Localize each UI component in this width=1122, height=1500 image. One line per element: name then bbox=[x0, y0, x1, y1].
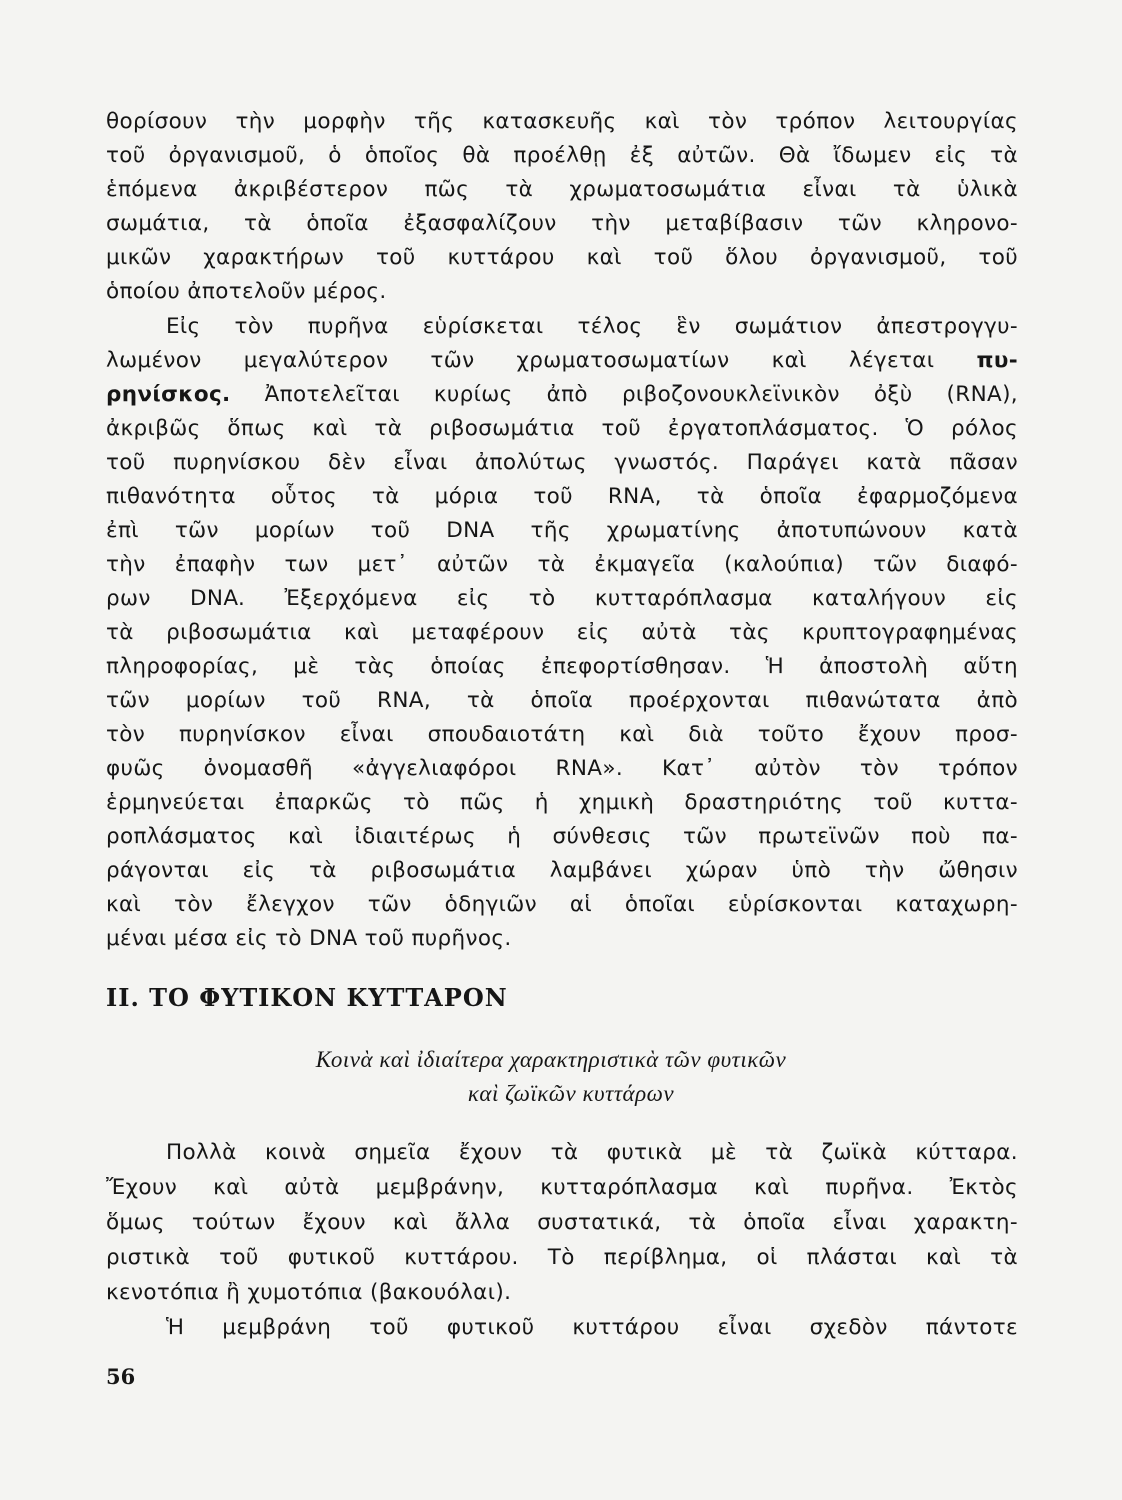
paragraph-chromosomes bbox=[106, 105, 1018, 309]
text-line: Ἔχουν καὶ αὐτὰ μεμβράνην, κυτταρόπλασμα καὶ πυρῆνα. Ἐκτὸς bbox=[106, 1175, 1018, 1200]
page-number: 56 bbox=[106, 1364, 136, 1389]
text-line: ρων DNA. Ἐξερχόμενα εἰς τὸ κυτταρόπλασμα καταλήγουν εἰς bbox=[106, 586, 1018, 611]
text-line bbox=[106, 378, 1018, 412]
text-line: ροπλάσματος καὶ ἰδιαιτέρως ἡ σύνθεσις τῶν πρωτεϊνῶν ποὺ πα- bbox=[106, 824, 1018, 849]
text-line: τὸν πυρηνίσκον εἶναι σπουδαιοτάτη καὶ διὰ τοῦτο ἔχουν προσ- bbox=[106, 722, 1018, 747]
text-line: ἑρμηνεύεται ἐπαρκῶς τὸ πῶς ἡ χημικὴ δραστηριότης τοῦ κυττα- bbox=[106, 790, 1018, 815]
text-line: Εἰς τὸν πυρῆνα εὑρίσκεται τέλος ἓν σωμάτιον ἀπεστρογγυ- bbox=[166, 314, 1018, 339]
text-segment: Ἀποτελεῖται κυρίως ἀπὸ ριβοζονουκλεϊνικὸν ὀξὺ (RNA), bbox=[230, 382, 1018, 407]
text-line: ἐπὶ τῶν μορίων τοῦ DNA τῆς χρωματίνης ἀποτυπώνουν κατὰ bbox=[106, 518, 1018, 543]
text-line: καὶ τὸν ἔλεγχον τῶν ὁδηγιῶν αἱ ὁποῖαι εὑρίσκονται καταχωρη- bbox=[106, 892, 1018, 917]
text-line: τοῦ πυρηνίσκου δὲν εἶναι ἀπολύτως γνωστός. Παράγει κατὰ πᾶσαν bbox=[106, 450, 1018, 475]
text-line: ὅμως τούτων ἔχουν καὶ ἄλλα συστατικά, τὰ ὁποῖα εἶναι χαρακτη- bbox=[106, 1210, 1018, 1235]
text-line: ἀκριβῶς ὅπως καὶ τὰ ριβοσωμάτια τοῦ ἐργατοπλάσματος. Ὁ ρόλος bbox=[106, 416, 1018, 441]
text-line: τοῦ ὀργανισμοῦ, ὁ ὁποῖος θὰ προέλθῃ ἐξ αὐτῶν. Θὰ ἴδωμεν εἰς τὰ bbox=[106, 143, 1018, 168]
text-line: τὰ ριβοσωμάτια καὶ μεταφέρουν εἰς αὐτὰ τὰς κρυπτογραφημένας bbox=[106, 620, 1018, 645]
text-line: ἑπόμενα ἀκριβέστερον πῶς τὰ χρωματοσωμάτια εἶναι τὰ ὑλικὰ bbox=[106, 177, 1018, 202]
subheading-line: καὶ ζωϊκῶν κυττάρων bbox=[467, 1081, 675, 1106]
text-line: μέναι μέσα εἰς τὸ DNA τοῦ πυρῆνος. bbox=[106, 926, 512, 951]
text-line: θορίσουν τὴν μορφὴν τῆς κατασκευῆς καὶ τὸν τρόπον λειτουργίας bbox=[106, 109, 1018, 134]
text-line: πιθανότητα οὗτος τὰ μόρια τοῦ RNA, τὰ ὁποῖα ἐφαρμοζόμενα bbox=[106, 484, 1018, 509]
paragraph-plant-cell bbox=[106, 1135, 1018, 1345]
subheading-line: Κοινὰ καὶ ἰδιαίτερα χαρακτηριστικὰ τῶν φυτικῶν bbox=[315, 1047, 787, 1072]
text-line: τὴν ἐπαφὴν των μετ᾽ αὐτῶν τὰ ἐκμαγεῖα (καλούπια) τῶν διαφό- bbox=[106, 552, 1018, 577]
bold-term-nucleolus: πυ- bbox=[976, 348, 1018, 373]
text-segment: λωμένον μεγαλύτερον τῶν χρωματοσωματίων καὶ λέγεται bbox=[106, 348, 935, 373]
bold-term-nucleolus: ρηνίσκος. bbox=[106, 382, 231, 407]
text-line: ὁποίου ἀποτελοῦν μέρος. bbox=[106, 279, 387, 304]
paragraph-nucleolus bbox=[106, 310, 1018, 956]
text-line: Ἡ μεμβράνη τοῦ φυτικοῦ κυττάρου εἶναι σχεδὸν πάντοτε bbox=[166, 1315, 1018, 1340]
text-line: ράγονται εἰς τὰ ριβοσωμάτια λαμβάνει χώραν ὑπὸ τὴν ὤθησιν bbox=[106, 858, 1018, 883]
text-line: σωμάτια, τὰ ὁποῖα ἐξασφαλίζουν τὴν μεταβίβασιν τῶν κληρονο- bbox=[106, 211, 1018, 236]
text-line: πληροφορίας, μὲ τὰς ὁποίας ἐπεφορτίσθησαν. Ἡ ἀποστολὴ αὕτη bbox=[106, 654, 1018, 679]
text-line: φυῶς ὀνομασθῆ «ἀγγελιαφόροι RNA». Κατ᾽ αὐτὸν τὸν τρόπον bbox=[106, 756, 1018, 781]
text-line: τῶν μορίων τοῦ RNA, τὰ ὁποῖα προέρχονται πιθανώτατα ἀπὸ bbox=[106, 688, 1018, 713]
section-heading: II. ΤΟ ΦΥΤΙΚΟΝ ΚΥΤΤΑΡΟΝ bbox=[106, 983, 508, 1012]
text-line: μικῶν χαρακτήρων τοῦ κυττάρου καὶ τοῦ ὅλου ὀργανισμοῦ, τοῦ bbox=[106, 245, 1018, 270]
text-line: ριστικὰ τοῦ φυτικοῦ κυττάρου. Τὸ περίβλημα, οἱ πλάσται καὶ τὰ bbox=[106, 1245, 1018, 1270]
text-line bbox=[106, 344, 1018, 378]
text-line: κενοτόπια ἢ χυμοτόπια (βακουόλαι). bbox=[106, 1280, 512, 1305]
text-line: Πολλὰ κοινὰ σημεῖα ἔχουν τὰ φυτικὰ μὲ τὰ ζωϊκὰ κύτταρα. bbox=[166, 1140, 1018, 1165]
